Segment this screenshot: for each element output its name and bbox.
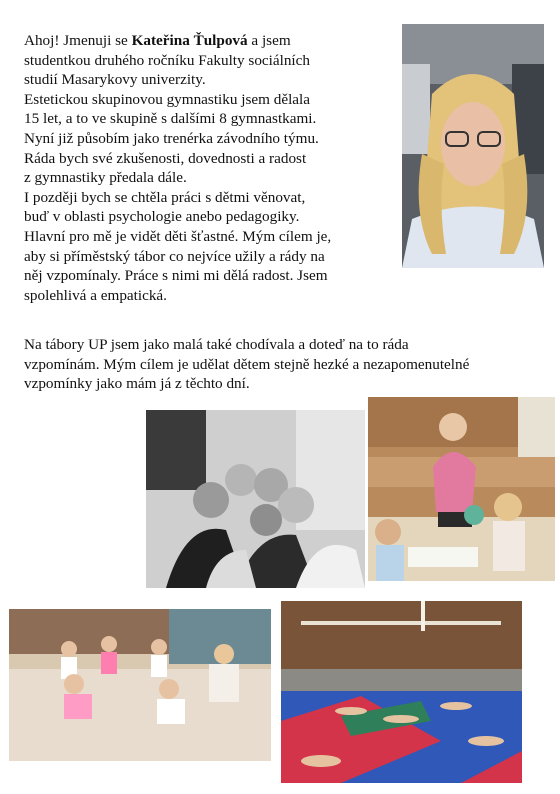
portrait-photo	[402, 24, 544, 268]
para2-line: Na tábory UP jsem jako malá také chodívala a doteď na to ráda	[24, 336, 409, 353]
intro-line: Estetickou skupinovou gymnastiku jsem dělala	[24, 90, 310, 108]
intro-line-1	[24, 31, 384, 51]
para2-line: vzpomínky jako mám já z těchto dní.	[24, 375, 250, 393]
intro-line: I později bych se chtěla práci s dětmi věnovat,	[24, 188, 306, 206]
intro-line: z gymnastiky předala dále.	[24, 169, 187, 187]
intro-text	[24, 31, 384, 305]
camp-memories-text	[24, 335, 544, 394]
intro-line: Hlavní pro mě je vidět děti šťastné. Mým cílem je,	[24, 227, 332, 245]
intro-line: Ráda bych své zkušenosti, dovednosti a radost	[24, 149, 307, 167]
intro-line: aby si příměstský tábor co nejvíce užily a rády na	[24, 247, 325, 265]
para2-line: vzpomínám. Mým cílem je udělat dětem stejně hezké a nezapomenutelné	[24, 355, 470, 373]
intro-line: Nyní již působím jako trenérka závodního týmu.	[24, 129, 319, 147]
author-name: Kateřina Ťulpová	[131, 32, 248, 49]
gym-floor-photo	[9, 609, 271, 761]
intro-line: něj vzpomínaly. Práce s nimi mi dělá radost. Jsem	[24, 267, 328, 285]
gym-hall-photo	[281, 601, 522, 783]
greeting-text: Ahoj! Jmenuji se	[24, 32, 132, 49]
intro-line: studentkou druhého ročníku Fakulty sociálních	[24, 51, 310, 69]
intro-line: 15 let, a to ve skupině s dalšími 8 gymnastkami.	[24, 110, 317, 128]
intro-line: studií Masarykovy univerzity.	[24, 71, 206, 89]
classroom-photo	[368, 397, 555, 581]
group-hug-photo	[146, 410, 365, 588]
intro-line: buď v oblasti psychologie anebo pedagogiky.	[24, 208, 300, 226]
intro-line: spolehlivá a empatická.	[24, 286, 167, 304]
greeting-text-end: a jsem	[247, 32, 291, 49]
